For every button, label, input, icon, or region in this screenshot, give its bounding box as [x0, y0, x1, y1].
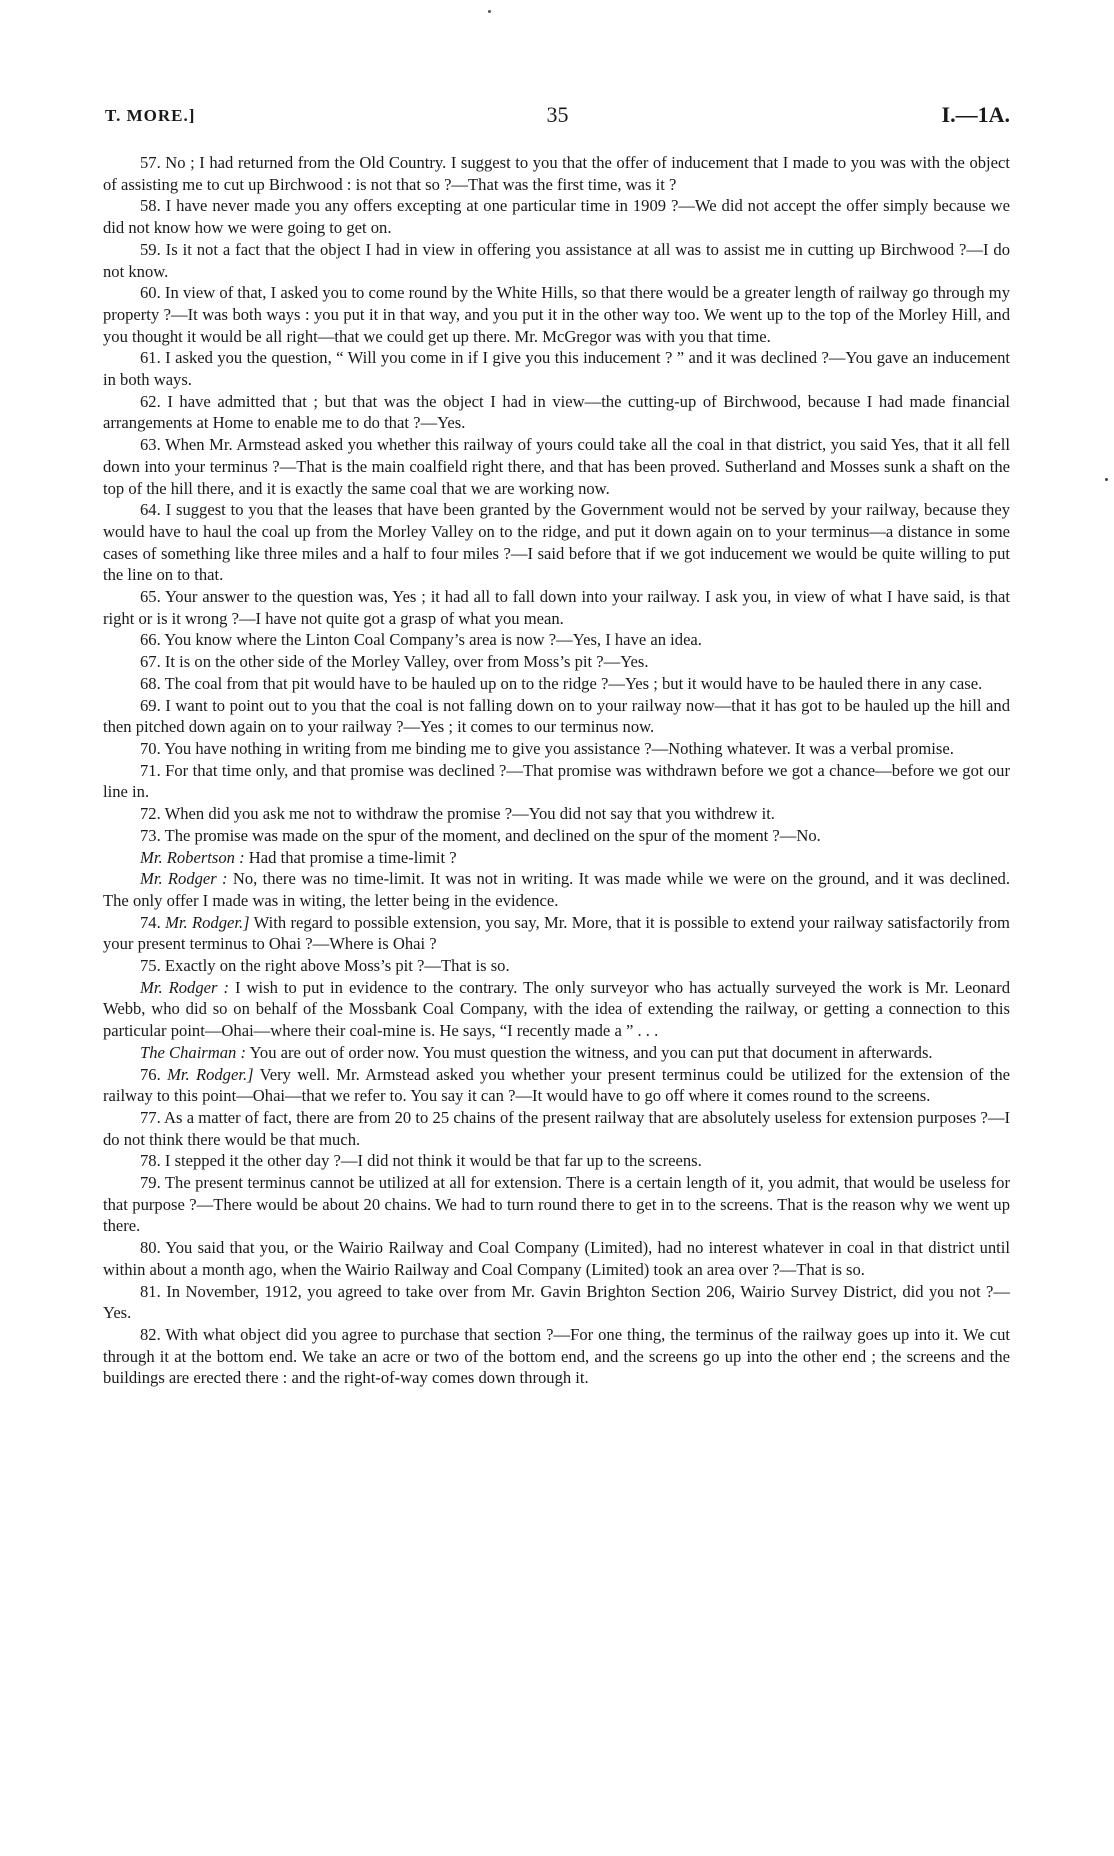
paragraph-text: 64. I suggest to you that the leases that have been granted by the Government would not be served by your railway, because they would have to haul the coal up from the Morley Valley on to the ridge, and put it down again on to your terminus—a distance in some cases of something like three miles and a half to four miles ?—I said before that if we got inducement we would be quite willing to put the line on to that. — [103, 500, 1010, 585]
document-body — [103, 152, 1010, 1389]
testimony-paragraph — [103, 239, 1010, 282]
paragraph-text: 59. Is it not a fact that the object I had in view in offering you assistance at all was to assist me in cutting up Birchwood ?—I do not know. — [103, 239, 1010, 281]
testimony-paragraph — [103, 738, 1010, 760]
paragraph-text: 73. The promise was made on the spur of the moment, and declined on the spur of the moment ?—No. — [140, 825, 821, 845]
testimony-paragraph — [103, 586, 1010, 629]
paragraph-text: Had that promise a time-limit ? — [248, 847, 457, 867]
paragraph-text: 79. The present terminus cannot be utilized at all for extension. There is a certain length of it, you admit, that would be useless for that purpose ?—There would be about 20 chains. We had to turn round there to get in to the screens. That is the reason why we went up there. — [103, 1173, 1010, 1236]
paragraph-text: 65. Your answer to the question was, Yes ; it had all to fall down into your railway. I ask you, in view of what I have said, is that right or is it wrong ?—I have not quite got a grasp of what you mean. — [103, 587, 1010, 628]
paragraph-text: I wish to put in evidence to the contrary. The only surveyor who has actually surveyed the work is Mr. Leonard Webb, who did so on behalf of the Mossbank Coal Company, with the idea of extending the railway, or getting a connection to this particular point—Ohai—where their coal-mine is. He says, “I recently made a ” . . . — [103, 977, 1010, 1041]
speaker-name: Mr. Rodger.] — [167, 1064, 254, 1084]
paragraph-text: 67. It is on the other side of the Morley Valley, over from Moss’s pit ?—Yes. — [140, 652, 649, 672]
paragraph-text: 71. For that time only, and that promise was declined ?—That promise was withdrawn before we got a chance—before we got our line in. — [103, 760, 1010, 802]
paragraph-text: 61. I asked you the question, “ Will you come in if I give you this inducement ? ” and it was declined ?—You gave an inducement in both ways. — [103, 348, 1010, 390]
testimony-paragraph — [103, 1107, 1010, 1150]
testimony-paragraph — [103, 1237, 1010, 1280]
paragraph-text: 62. I have admitted that ; but that was the object I had in view—the cutting-up of Birchwood, because I had made financial arrangements at Home to enable me to do that ?—Yes. — [103, 391, 1010, 433]
testimony-paragraph — [103, 651, 1010, 673]
scan-speck — [1105, 478, 1108, 481]
paragraph-text: 66. You know where the Linton Coal Company’s area is now ?—Yes, I have an idea. — [140, 630, 702, 650]
paragraph-text: 69. I want to point out to you that the coal is not falling down on to your railway now—that it has got to be hauled up the hill and then pitched down again on to your railway ?—Yes ; it comes to our terminus now. — [103, 695, 1010, 737]
scan-speck — [488, 10, 491, 13]
paragraph-text: 58. I have never made you any offers excepting at one particular time in 1909 ?—We did not accept the offer simply because we did not know how we were going to get on. — [103, 196, 1010, 238]
speaker-name: Mr. Rodger : — [140, 977, 229, 997]
testimony-paragraph — [103, 499, 1010, 586]
testimony-paragraph — [103, 391, 1010, 434]
speaker-name: The Chairman : — [140, 1042, 247, 1062]
testimony-paragraph — [103, 868, 1010, 911]
header-witness: T. MORE.] — [105, 106, 196, 125]
paragraph-text: 60. In view of that, I asked you to come round by the White Hills, so that there would be a greater length of railway go through my property ?—It was both ways : you put it in that way, and you put it in the other way too. We went up to the top of the Morley Hill, and you thought it would be all right—that we could get up there. Mr. McGregor was with you that time. — [103, 283, 1010, 346]
testimony-paragraph — [103, 912, 1010, 955]
testimony-paragraph — [103, 195, 1010, 238]
question-number: 74. — [140, 912, 161, 932]
paragraph-text: You are out of order now. You must question the witness, and you can put that document in afterwards. — [249, 1042, 933, 1062]
testimony-paragraph — [103, 434, 1010, 499]
testimony-paragraph — [103, 847, 1010, 869]
testimony-paragraph — [103, 1281, 1010, 1324]
paragraph-text: 57. No ; I had returned from the Old Country. I suggest to you that the offer of inducement that I made to you was with the object of assisting me to cut up Birchwood : is not that so ?—That was the first time, was it ? — [103, 153, 1010, 194]
paragraph-text: 72. When did you ask me not to withdraw the promise ?—You did not say that you withdrew it. — [140, 804, 775, 824]
testimony-paragraph — [103, 1324, 1010, 1389]
testimony-paragraph — [103, 977, 1010, 1042]
testimony-paragraph — [103, 760, 1010, 803]
testimony-paragraph — [103, 1064, 1010, 1107]
paragraph-text: Very well. Mr. Armstead asked you whether your present terminus could be utilized for the extension of the railway to this point—Ohai—that we refer to. You say it can ?—It would have to go off where it comes round to the screens. — [103, 1064, 1011, 1106]
testimony-paragraph — [103, 695, 1010, 738]
testimony-paragraph — [103, 673, 1010, 695]
testimony-paragraph — [103, 629, 1010, 651]
header-paper-ref: I.—1A. — [941, 102, 1010, 127]
testimony-paragraph — [103, 282, 1010, 347]
paragraph-text: 81. In November, 1912, you agreed to take over from Mr. Gavin Brighton Section 206, Wairio Survey District, did you not ?—Yes. — [103, 1281, 1010, 1323]
paragraph-text: No, there was no time-limit. It was not in writing. It was made while we were on the ground, and it was declined. The only offer I made was in witing, the letter being in the evidence. — [103, 869, 1011, 910]
page-header — [105, 102, 1010, 132]
question-number: 76. — [140, 1064, 161, 1084]
testimony-paragraph — [103, 1150, 1010, 1172]
paragraph-text: 80. You said that you, or the Wairio Railway and Coal Company (Limited), had no interest whatever in coal in that district until within about a month ago, when the Wairio Railway and Coal Company (Limited) took an area over ?—That is so. — [103, 1238, 1010, 1279]
testimony-paragraph — [103, 825, 1010, 847]
speaker-name: Mr. Rodger.] — [165, 912, 250, 932]
testimony-paragraph — [103, 803, 1010, 825]
paragraph-text: 77. As a matter of fact, there are from 20 to 25 chains of the present railway that are absolutely useless for extension purposes ?—I do not think there would be that much. — [103, 1107, 1010, 1149]
speaker-name: Mr. Rodger : — [140, 869, 228, 889]
testimony-paragraph — [103, 1172, 1010, 1237]
paragraph-text: 78. I stepped it the other day ?—I did not think it would be that far up to the screens. — [140, 1151, 702, 1171]
paragraph-text: 75. Exactly on the right above Moss’s pit ?—That is so. — [140, 956, 510, 976]
paragraph-text: With regard to possible extension, you say, Mr. More, that it is possible to extend your railway satisfactorily from your present terminus to Ohai ?—Where is Ohai ? — [103, 912, 1010, 954]
testimony-paragraph — [103, 347, 1010, 390]
paragraph-text: 68. The coal from that pit would have to be hauled up on to the ridge ?—Yes ; but it would have to be hauled there in any case. — [140, 673, 983, 693]
testimony-paragraph — [103, 955, 1010, 977]
testimony-paragraph — [103, 152, 1010, 195]
page-number: 35 — [546, 102, 569, 127]
paragraph-text: 82. With what object did you agree to purchase that section ?—For one thing, the terminus of the railway goes up into it. We cut through it at the bottom end. We take an acre or two of the bottom end, and the screens go up into the other end ; the screens and the buildings are erected there : and the right-of-way comes down through it. — [103, 1324, 1010, 1388]
testimony-paragraph — [103, 1042, 1010, 1064]
paragraph-text: 63. When Mr. Armstead asked you whether this railway of yours could take all the coal in that district, you said Yes, that it all fell down into your terminus ?—That is the main coalfield right there, and that has been proved. Sutherland and Mosses sunk a shaft on the top of the hill there, and it is exactly the same coal that we are working now. — [103, 435, 1010, 498]
paragraph-text: 70. You have nothing in writing from me binding me to give you assistance ?—Nothing whatever. It was a verbal promise. — [140, 738, 954, 758]
speaker-name: Mr. Robertson : — [140, 847, 245, 867]
